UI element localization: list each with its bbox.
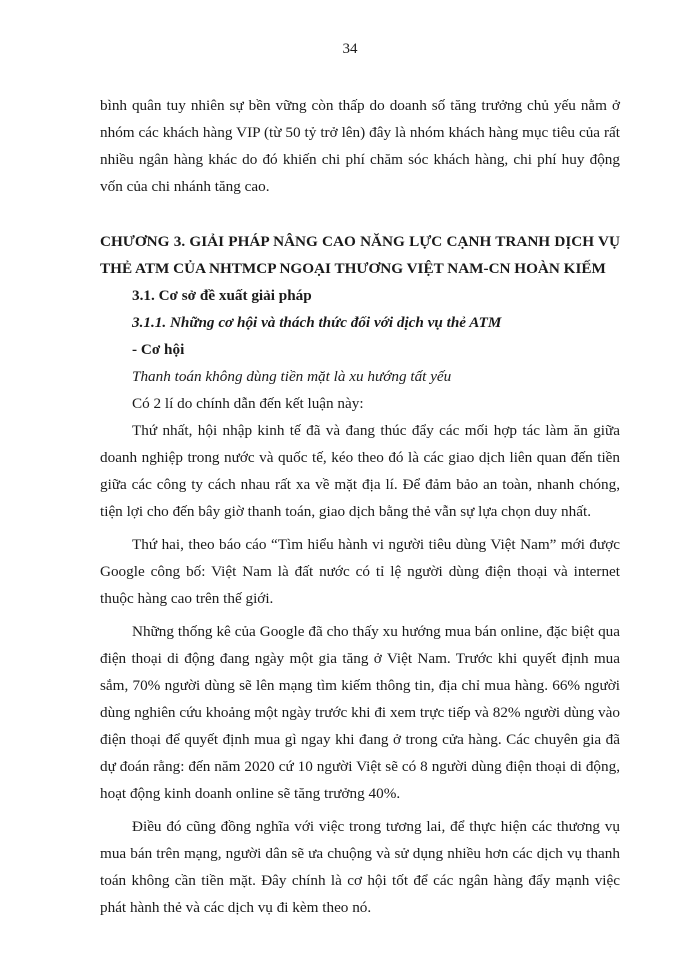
document-body — [100, 92, 620, 921]
intro-paragraph: bình quân tuy nhiên sự bền vững còn thấp do doanh số tăng trưởng chủ yếu nằm ở nhóm các khách hàng VIP (từ 50 tỷ trở lên) đây là nhóm khách hàng mục tiêu của rất nhiều ngân hàng khác do đó khiến chi phí chăm sóc khách hàng, chi phí huy động vốn của chi nhánh tăng cao. — [100, 97, 620, 195]
google-stats-paragraph: Những thống kê của Google đã cho thấy xu hướng mua bán online, đặc biệt qua điện thoại di động đang ngày một gia tăng ở Việt Nam. Trước khi quyết định mua sắm, 70% người dùng sẽ lên mạng tìm kiếm thông tin, địa chỉ mua hàng. 66% người dùng nghiên cứu khoảng một ngày trước khi đi xem trực tiếp và 82% người dùng vào điện thoại để quyết định mua gì ngay khi đang ở trong cửa hàng. Các chuyên gia đã dự đoán rằng: đến năm 2020 cứ 10 người Việt sẽ có 8 người dùng điện thoại di động, hoạt động kinh doanh online sẽ tăng trưởng 40%. — [100, 623, 620, 802]
opportunity-heading: - Cơ hội — [132, 341, 185, 358]
page-number: 34 — [342, 41, 358, 57]
subsection-heading: 3.1.1. Những cơ hội và thách thức đối với dịch vụ thẻ ATM — [132, 314, 502, 331]
chapter-heading: CHƯƠNG 3. GIẢI PHÁP NÂNG CAO NĂNG LỰC CẠNH TRANH DỊCH VỤ THẺ ATM CỦA NHTMCP NGOẠI THƯƠNG VIỆT NAM-CN HOÀN KIẾM — [100, 233, 620, 277]
italic-statement: Thanh toán không dùng tiền mặt là xu hướng tất yếu — [132, 368, 452, 385]
reason-two-paragraph: Thứ hai, theo báo cáo “Tìm hiểu hành vi người tiêu dùng Việt Nam” mới được Google công bố: Việt Nam là đất nước có tỉ lệ người dùng điện thoại và internet thuộc hàng cao trên thế giới. — [100, 536, 620, 607]
section-heading: 3.1. Cơ sở đề xuất giải pháp — [132, 287, 312, 304]
conclusion-paragraph: Điều đó cũng đồng nghĩa với việc trong tương lai, để thực hiện các thương vụ mua bán trên mạng, người dân sẽ ưa chuộng và sử dụng nhiều hơn các dịch vụ thanh toán không cần tiền mặt. Đây chính là cơ hội tốt để các ngân hàng đẩy mạnh việc phát hành thẻ và các dịch vụ đi kèm theo nó. — [100, 818, 620, 916]
reason-one-paragraph: Thứ nhất, hội nhập kinh tế đã và đang thúc đẩy các mối hợp tác làm ăn giữa doanh nghiệp trong nước và quốc tế, kéo theo đó là các giao dịch liên quan đến tiền giữa các công ty cách nhau rất xa về mặt địa lí. Để đảm bảo an toàn, nhanh chóng, tiện lợi cho đến bây giờ thanh toán, giao dịch bằng thẻ vẫn sự lựa chọn duy nhất. — [100, 422, 620, 520]
reasons-intro-paragraph: Có 2 lí do chính dẫn đến kết luận này: — [132, 395, 364, 412]
